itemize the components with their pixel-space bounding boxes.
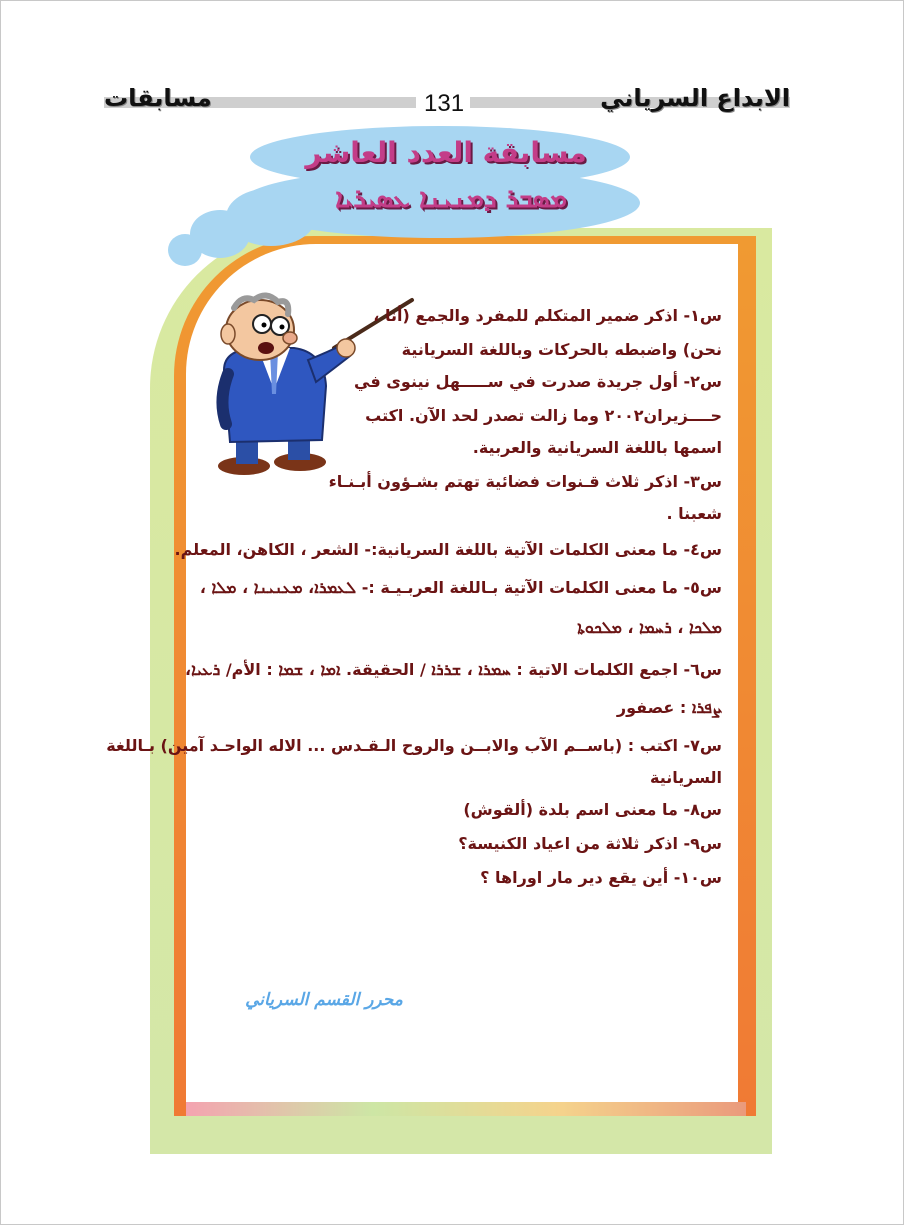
question-line: س٤- ما معنى الكلمات الآتية باللغة السريانية:- الشعر ، الكاهن، المعلم. bbox=[174, 540, 722, 559]
page-number: 131 bbox=[424, 90, 465, 117]
question-line: س٨- ما معنى اسم بلدة (ألقوش) bbox=[463, 800, 722, 819]
question-line: اسمها باللغة السريانية والعربية. bbox=[472, 438, 722, 457]
question-line: س٢- أول جريدة صدرت في ســـــهل نينوى في bbox=[354, 372, 722, 391]
question-line: س٦- اجمع الكلمات الاتية : ܚܡܪܐ ، ܫܪܪܐ / الحقيقة. ܐܡܐ ، ܫܡܐ : الأم/ ܪܥܝܐ، bbox=[185, 660, 722, 679]
editor-signature: محرر القسم السرياني bbox=[245, 990, 403, 1010]
question-line: نحن) واضبطه بالحركات وباللغة السريانية bbox=[401, 340, 722, 359]
question-line: حــــزيران٢٠٠٢ وما زالت تصدر لحد الآن. اكتب bbox=[365, 406, 722, 425]
question-line: ܨܦܪܐ : عصفور bbox=[616, 698, 722, 717]
question-line: س٧- اكتب : (باســم الآب والابــن والروح الـقـدس ... الاله الواحـد آمين) بـاللغة bbox=[106, 736, 722, 755]
magazine-name: الابداع السرياني bbox=[600, 84, 790, 112]
competition-title-syriac: ܡܣܒܪ ܕܡܢܝܢܐ ܥܣܝܪܝܐ bbox=[335, 184, 567, 214]
question-line: س١- اذكر ضمير المتكلم للمفرد والجمع (أنا ، bbox=[373, 306, 722, 325]
competition-title: مسابقة العدد العاشر bbox=[305, 136, 587, 169]
question-line: س٣- اذكر ثلاث قـنوات فضائية تهتم بشـؤون أبـنـاء bbox=[328, 472, 722, 491]
bottom-color-strip bbox=[186, 1102, 746, 1116]
section-name: مسابقات bbox=[104, 84, 212, 112]
question-line: ܡܠܟܐ ، ܪܚܡܐ ، ܡܠܟܘܬܐ bbox=[577, 618, 722, 637]
question-line: شعبنا . bbox=[666, 504, 722, 523]
question-line: س١٠- أين يقع دير مار اوراها ؟ bbox=[480, 868, 722, 887]
question-line: س٩- اذكر ثلاثة من اعياد الكنيسة؟ bbox=[458, 834, 722, 853]
question-line: س٥- ما معنى الكلمات الآتية بـاللغة العربـيـة :- ܠܥܡܪܐ، ܡܥܢܝܢܐ ، ܡܠܐ ، bbox=[199, 578, 722, 597]
question-line: السريانية bbox=[650, 768, 722, 787]
